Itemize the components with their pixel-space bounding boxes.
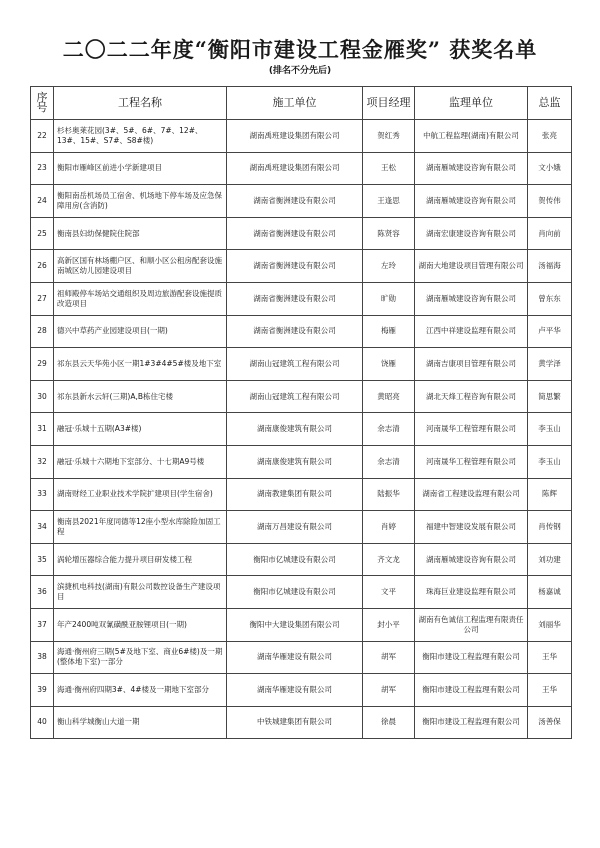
- cell-supervisor: 湖南吉康项目管理有限公司: [415, 348, 528, 381]
- cell-director: 汤善保: [528, 706, 572, 739]
- cell-index: 23: [31, 152, 54, 185]
- header-manager: 项目经理: [363, 87, 415, 120]
- cell-index: 22: [31, 120, 54, 153]
- cell-director: 文小娥: [528, 152, 572, 185]
- table-row: [31, 478, 572, 511]
- table-row: [31, 641, 572, 674]
- cell-director: 肖向前: [528, 217, 572, 250]
- cell-supervisor: 中航工程监理(湖南)有限公司: [415, 120, 528, 153]
- cell-index: 26: [31, 250, 54, 283]
- table-row: [31, 511, 572, 544]
- header-contractor: 施工单位: [227, 87, 363, 120]
- cell-contractor: 湖南康俊建筑有限公司: [227, 445, 363, 478]
- cell-project: 衡南县妇幼保健院住院部: [54, 217, 227, 250]
- header-director: 总监: [528, 87, 572, 120]
- cell-director: 刘功建: [528, 543, 572, 576]
- cell-contractor: 湖南山冠建筑工程有限公司: [227, 348, 363, 381]
- cell-manager: 齐文龙: [363, 543, 415, 576]
- cell-index: 25: [31, 217, 54, 250]
- cell-index: 27: [31, 282, 54, 315]
- cell-contractor: 衡阳市亿城建设有限公司: [227, 576, 363, 609]
- cell-director: 李玉山: [528, 445, 572, 478]
- cell-project: 祖师殿停车场站交通组织及周边旅游配套设施提质改造项目: [54, 282, 227, 315]
- cell-contractor: 湖南省衡洲建设有限公司: [227, 185, 363, 218]
- cell-project: 融冠·乐城十五期(A3#楼): [54, 413, 227, 446]
- cell-contractor: 衡阳中大建设集团有限公司: [227, 608, 363, 641]
- cell-supervisor: 湖北天烽工程咨询有限公司: [415, 380, 528, 413]
- cell-director: 刘丽华: [528, 608, 572, 641]
- cell-supervisor: 衡阳市建设工程监理有限公司: [415, 706, 528, 739]
- cell-manager: 余志清: [363, 445, 415, 478]
- cell-index: 35: [31, 543, 54, 576]
- cell-manager: 王逢思: [363, 185, 415, 218]
- cell-contractor: 湖南省衡洲建设有限公司: [227, 250, 363, 283]
- cell-manager: 饶雁: [363, 348, 415, 381]
- table-row: [31, 380, 572, 413]
- cell-index: 28: [31, 315, 54, 348]
- cell-index: 34: [31, 511, 54, 544]
- cell-supervisor: 珠海巨业建设监理有限公司: [415, 576, 528, 609]
- cell-contractor: 湖南省衡洲建设有限公司: [227, 282, 363, 315]
- cell-project: 衡阳市雁峰区前进小学新建项目: [54, 152, 227, 185]
- table-row: [31, 120, 572, 153]
- cell-supervisor: 衡阳市建设工程监理有限公司: [415, 641, 528, 674]
- cell-supervisor: 湖南大地建设项目管理有限公司: [415, 250, 528, 283]
- cell-project: 祁东县新水云轩(三期)A,B栋住宅楼: [54, 380, 227, 413]
- cell-supervisor: 河南晟华工程管理有限公司: [415, 413, 528, 446]
- cell-supervisor: 衡阳市建设工程监理有限公司: [415, 674, 528, 707]
- cell-director: 曾东东: [528, 282, 572, 315]
- cell-index: 40: [31, 706, 54, 739]
- cell-contractor: 湖南康俊建筑有限公司: [227, 413, 363, 446]
- cell-index: 24: [31, 185, 54, 218]
- cell-director: 汤福海: [528, 250, 572, 283]
- cell-index: 38: [31, 641, 54, 674]
- cell-manager: 王松: [363, 152, 415, 185]
- cell-index: 30: [31, 380, 54, 413]
- cell-supervisor: 福建中智建设发展有限公司: [415, 511, 528, 544]
- cell-contractor: 湖南华雁建设有限公司: [227, 641, 363, 674]
- cell-index: 39: [31, 674, 54, 707]
- cell-project: 海通·衡州府三期(5#及地下室、商业6#楼)及一期(整体地下室)一部分: [54, 641, 227, 674]
- cell-director: 陈辉: [528, 478, 572, 511]
- table-row: [31, 674, 572, 707]
- cell-manager: 贺红秀: [363, 120, 415, 153]
- table-row: [31, 706, 572, 739]
- cell-index: 29: [31, 348, 54, 381]
- cell-manager: 封小平: [363, 608, 415, 641]
- cell-manager: 陆振华: [363, 478, 415, 511]
- cell-supervisor: 湖南雁城建设咨询有限公司: [415, 152, 528, 185]
- cell-contractor: 湖南禹班建设集团有限公司: [227, 120, 363, 153]
- cell-supervisor: 湖南有色诚信工程监理有限责任公司: [415, 608, 528, 641]
- cell-contractor: 湖南山冠建筑工程有限公司: [227, 380, 363, 413]
- cell-index: 31: [31, 413, 54, 446]
- page-subtitle: (排名不分先后): [268, 66, 332, 76]
- cell-project: 海通·衡州府四期3#、4#楼及一期地下室部分: [54, 674, 227, 707]
- table-row: [31, 576, 572, 609]
- cell-manager: 陈贤容: [363, 217, 415, 250]
- cell-project: 衡阳南岳机场员工宿舍、机场地下停车场及应急保障用房(含消防): [54, 185, 227, 218]
- cell-project: 融冠·乐城十六期地下室部分、十七期A9号楼: [54, 445, 227, 478]
- cell-manager: 左玲: [363, 250, 415, 283]
- cell-contractor: 湖南华雁建设有限公司: [227, 674, 363, 707]
- cell-index: 37: [31, 608, 54, 641]
- header-project: 工程名称: [54, 87, 227, 120]
- cell-director: 张亮: [528, 120, 572, 153]
- cell-manager: 胡军: [363, 641, 415, 674]
- cell-director: 王华: [528, 641, 572, 674]
- cell-director: 黄学泽: [528, 348, 572, 381]
- cell-director: 肖传钢: [528, 511, 572, 544]
- cell-manager: 黄昭亮: [363, 380, 415, 413]
- cell-project: 祁东县云天华苑小区一期1#3#4#5#楼及地下室: [54, 348, 227, 381]
- cell-contractor: 湖南教建集团有限公司: [227, 478, 363, 511]
- cell-project: 衡南县2021年度同德等12座小型水库除险加固工程: [54, 511, 227, 544]
- table-row: [31, 413, 572, 446]
- cell-manager: 梅雁: [363, 315, 415, 348]
- cell-manager: 徐晨: [363, 706, 415, 739]
- cell-director: 简思繁: [528, 380, 572, 413]
- cell-manager: 旷勋: [363, 282, 415, 315]
- header-index: 序号: [31, 87, 54, 120]
- table-row: [31, 608, 572, 641]
- cell-index: 32: [31, 445, 54, 478]
- award-table: [30, 86, 572, 739]
- cell-supervisor: 湖南雁城建设咨询有限公司: [415, 185, 528, 218]
- cell-project: 滨捷机电科技(湖南)有限公司数控设备生产建设项目: [54, 576, 227, 609]
- cell-manager: 余志清: [363, 413, 415, 446]
- cell-contractor: 衡阳市亿城建设有限公司: [227, 543, 363, 576]
- cell-project: 涡轮增压器综合能力提升项目研发楼工程: [54, 543, 227, 576]
- cell-contractor: 湖南省衡洲建设有限公司: [227, 315, 363, 348]
- cell-director: 卢平华: [528, 315, 572, 348]
- cell-director: 李玉山: [528, 413, 572, 446]
- table-row: [31, 543, 572, 576]
- cell-supervisor: 江西中祥建设监理有限公司: [415, 315, 528, 348]
- table-row: [31, 250, 572, 283]
- table-row: [31, 445, 572, 478]
- cell-contractor: 中铁城建集团有限公司: [227, 706, 363, 739]
- cell-project: 年产2400吨双氰磺酰亚胺锂项目(一期): [54, 608, 227, 641]
- table-row: [31, 282, 572, 315]
- table-row: [31, 217, 572, 250]
- cell-supervisor: 河南晟华工程管理有限公司: [415, 445, 528, 478]
- cell-project: 德兴中草药产业园建设项目(一期): [54, 315, 227, 348]
- cell-supervisor: 湖南雁城建设咨询有限公司: [415, 543, 528, 576]
- cell-project: 湖南财经工业职业技术学院扩建项目(学生宿舍): [54, 478, 227, 511]
- cell-manager: 肖婷: [363, 511, 415, 544]
- table-row: [31, 348, 572, 381]
- cell-project: 衡山科学城衡山大道一期: [54, 706, 227, 739]
- cell-contractor: 湖南省衡洲建设有限公司: [227, 217, 363, 250]
- cell-manager: 胡军: [363, 674, 415, 707]
- cell-supervisor: 湖南省工程建设监理有限公司: [415, 478, 528, 511]
- cell-project: 高新区国有林场棚户区、和顺小区公租房配套设施南城区幼儿园建设项目: [54, 250, 227, 283]
- cell-index: 36: [31, 576, 54, 609]
- table-header-row: [31, 87, 572, 120]
- cell-manager: 文平: [363, 576, 415, 609]
- table-row: [31, 315, 572, 348]
- cell-project: 杉杉奥莱花园(3#、5#、6#、7#、12#、13#、15#、S7#、S8#楼): [54, 120, 227, 153]
- cell-director: 杨嘉诚: [528, 576, 572, 609]
- table-row: [31, 185, 572, 218]
- cell-director: 王华: [528, 674, 572, 707]
- table-row: [31, 152, 572, 185]
- cell-contractor: 湖南禹班建设集团有限公司: [227, 152, 363, 185]
- cell-contractor: 湖南万昌建设有限公司: [227, 511, 363, 544]
- cell-director: 贺传伟: [528, 185, 572, 218]
- cell-supervisor: 湖南宏康建设咨询有限公司: [415, 217, 528, 250]
- cell-supervisor: 湖南雁城建设咨询有限公司: [415, 282, 528, 315]
- cell-index: 33: [31, 478, 54, 511]
- page-title: 二〇二二年度“衡阳市建设工程金雁奖” 获奖名单: [62, 37, 538, 62]
- header-supervisor: 监理单位: [415, 87, 528, 120]
